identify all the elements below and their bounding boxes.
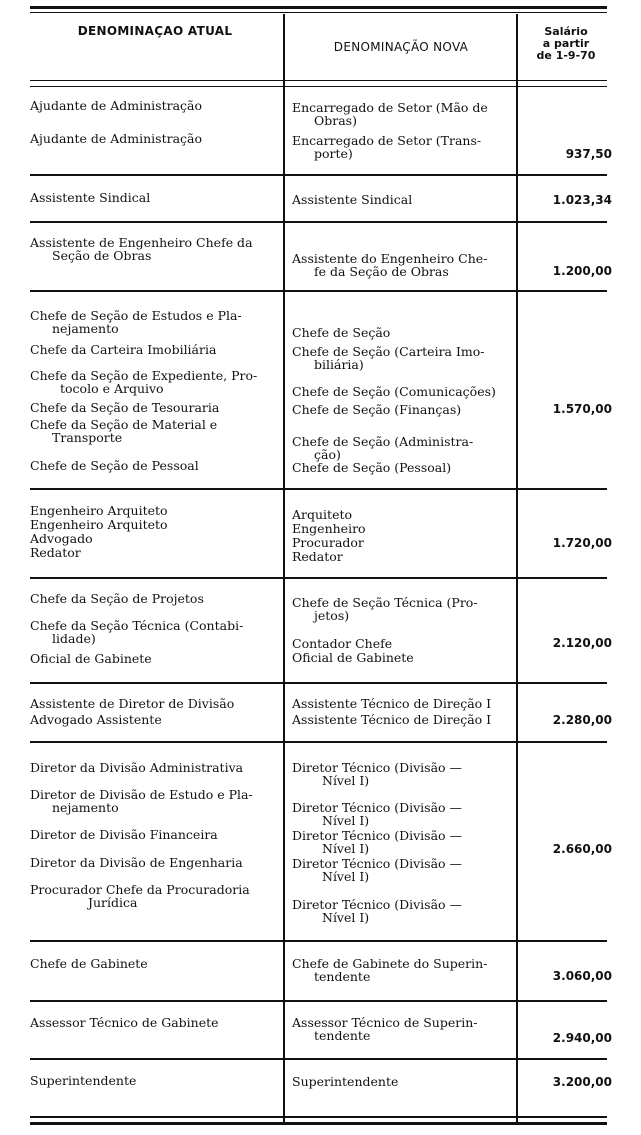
old-title: Chefe de Seção de Pessoal — [30, 458, 199, 473]
group-separator — [30, 940, 607, 942]
old-title: Advogado — [30, 531, 93, 546]
old-title: Diretor da Divisão Administrativa — [30, 760, 244, 775]
old-title: Chefe da Seção de Expediente, Pro- tocolo e Arquivo — [30, 368, 258, 396]
top-rule — [30, 6, 607, 9]
salary-value: 2.120,00 — [552, 636, 612, 650]
new-title: Assistente do Engenheiro Che- fe da Seção de Obras — [292, 251, 488, 279]
new-title: Arquiteto — [292, 507, 353, 522]
group-separator — [30, 290, 607, 292]
group-separator — [30, 488, 607, 490]
old-title: Ajudante de Administração — [30, 131, 202, 146]
header-rule-2 — [30, 86, 607, 87]
old-title: Redator — [30, 545, 81, 560]
old-title: Chefe da Seção de Material e Transporte — [30, 417, 218, 445]
header-col-salary — [522, 26, 610, 62]
old-title: Oficial de Gabinete — [30, 651, 152, 666]
new-title: Chefe de Gabinete do Superin- tendente — [292, 956, 488, 984]
top-rule-thin — [30, 12, 607, 13]
salary-value: 1.570,00 — [552, 402, 612, 416]
salary-value: 1.200,00 — [552, 264, 612, 278]
old-title: Advogado Assistente — [30, 712, 162, 727]
new-title: Chefe de Seção (Finanças) — [292, 402, 462, 417]
old-title: Assistente de Engenheiro Chefe da Seção de Obras — [30, 235, 253, 263]
new-title: Chefe de Seção (Carteira Imo- biliária) — [292, 344, 485, 372]
new-title: Diretor Técnico (Divisão — Nível I) — [292, 828, 463, 856]
old-title: Ajudante de Administração — [30, 98, 202, 113]
old-title: Chefe da Seção Técnica (Contabi- lidade) — [30, 618, 244, 646]
new-title: Redator — [292, 549, 343, 564]
group-separator — [30, 741, 607, 743]
old-title: Assistente de Diretor de Divisão — [30, 696, 235, 711]
new-title: Chefe de Seção — [292, 325, 391, 340]
group-separator — [30, 174, 607, 176]
header-rule — [30, 80, 607, 81]
header-salary-line-1: Salário — [544, 25, 588, 38]
salary-value: 937,50 — [565, 147, 612, 161]
salary-value: 2.280,00 — [552, 713, 612, 727]
old-title: Diretor da Divisão de Engenharia — [30, 855, 243, 870]
column-separator-left — [283, 14, 285, 1124]
old-title: Diretor de Divisão Financeira — [30, 827, 218, 842]
new-title: Assistente Técnico de Direção I — [292, 712, 492, 727]
new-title: Chefe de Seção (Administra- ção) — [292, 434, 474, 462]
new-title: Engenheiro — [292, 521, 366, 536]
new-title: Oficial de Gabinete — [292, 650, 414, 665]
salary-value: 2.940,00 — [552, 1031, 612, 1045]
new-title: Assistente Sindical — [292, 192, 413, 207]
new-title: Chefe de Seção (Comunicações) — [292, 384, 496, 399]
group-separator — [30, 577, 607, 579]
old-title: Engenheiro Arquiteto — [30, 517, 168, 532]
new-title: Chefe de Seção Técnica (Pro- jetos) — [292, 595, 478, 623]
old-title: Chefe da Seção de Tesouraria — [30, 400, 220, 415]
bottom-rule — [30, 1116, 607, 1118]
old-title: Chefe de Seção de Estudos e Pla- nejamento — [30, 308, 242, 336]
old-title: Chefe da Seção de Projetos — [30, 591, 204, 606]
salary-value: 3.200,00 — [552, 1075, 612, 1089]
salary-value: 1.720,00 — [552, 536, 612, 550]
old-title: Chefe de Gabinete — [30, 956, 148, 971]
new-title: Assistente Técnico de Direção I — [292, 696, 492, 711]
header-salary-line-3: de 1-9-70 — [536, 49, 596, 62]
header-col-new: DENOMINAÇÃO NOVA — [333, 40, 469, 54]
old-title: Assistente Sindical — [30, 190, 151, 205]
salary-value: 2.660,00 — [552, 842, 612, 856]
new-title: Diretor Técnico (Divisão — Nível I) — [292, 897, 463, 925]
header-col-old: DENOMINAÇAO ATUAL — [77, 24, 233, 38]
old-title: Engenheiro Arquiteto — [30, 503, 168, 518]
old-title: Diretor de Divisão de Estudo e Pla- nejamento — [30, 787, 253, 815]
new-title: Diretor Técnico (Divisão — Nível I) — [292, 856, 463, 884]
group-separator — [30, 682, 607, 684]
new-title: Encarregado de Setor (Trans- porte) — [292, 133, 482, 161]
old-title: Assessor Técnico de Gabinete — [30, 1015, 219, 1030]
bottom-rule-2 — [30, 1122, 607, 1125]
new-title: Assessor Técnico de Superin- tendente — [292, 1015, 478, 1043]
new-title: Chefe de Seção (Pessoal) — [292, 460, 452, 475]
group-separator — [30, 221, 607, 223]
group-separator — [30, 1058, 607, 1060]
new-title: Encarregado de Setor (Mão de Obras) — [292, 100, 488, 128]
new-title: Diretor Técnico (Divisão — Nível I) — [292, 800, 463, 828]
new-title: Superintendente — [292, 1074, 399, 1089]
salary-value: 1.023,34 — [552, 193, 612, 207]
group-separator — [30, 1000, 607, 1002]
old-title: Chefe da Carteira Imobiliária — [30, 342, 217, 357]
salary-value: 3.060,00 — [552, 969, 612, 983]
new-title: Diretor Técnico (Divisão — Nível I) — [292, 760, 463, 788]
new-title: Contador Chefe — [292, 636, 393, 651]
new-title: Procurador — [292, 535, 364, 550]
column-separator-right — [516, 14, 518, 1124]
old-title: Superintendente — [30, 1073, 137, 1088]
old-title: Procurador Chefe da Procuradoria Jurídica — [30, 882, 250, 910]
header-salary-line-2: a partir — [542, 37, 590, 50]
